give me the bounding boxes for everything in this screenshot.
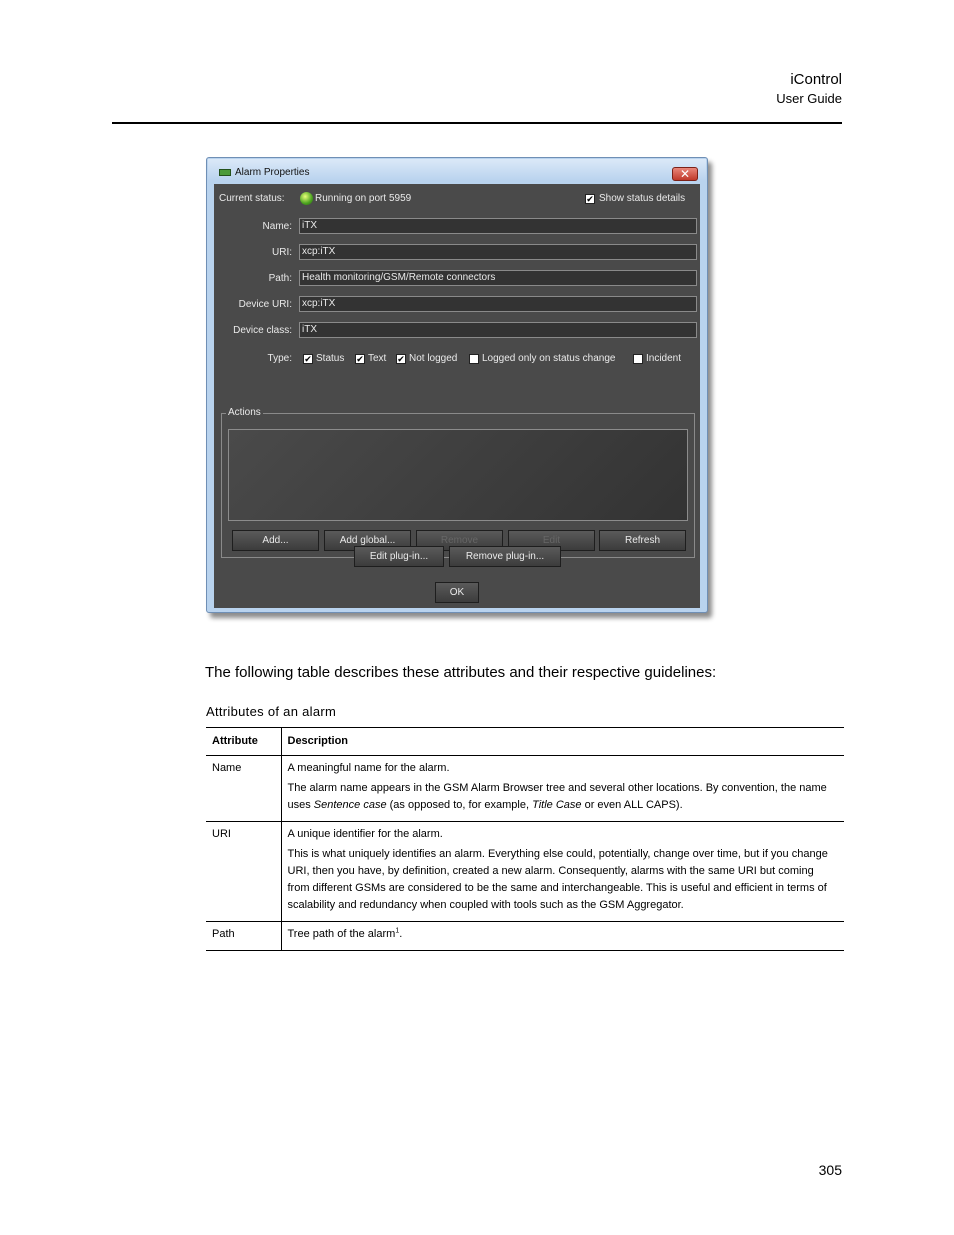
type-incident-checkbox[interactable] [633, 354, 643, 364]
header-attribute: Attribute [206, 728, 281, 756]
add-global-action-button[interactable]: Add global... [324, 530, 411, 551]
actions-legend: Actions [228, 407, 261, 418]
table-row [206, 922, 844, 951]
dialog-title: Alarm Properties [235, 167, 310, 178]
type-incident-label: Incident [646, 353, 682, 364]
type-not-logged-checkbox[interactable]: ✔ [397, 354, 405, 364]
refresh-button[interactable]: Refresh [599, 530, 686, 551]
name-label: Name: [262, 221, 292, 232]
close-button[interactable]: ✕ [672, 167, 698, 181]
row-description [281, 922, 844, 951]
type-logged-on-change-checkbox[interactable] [469, 354, 479, 364]
description-summary: A meaningful name for the alarm. [287, 762, 450, 774]
window-app-icon [219, 169, 231, 176]
header-description: Description [281, 728, 844, 756]
row-attribute: URI [206, 822, 281, 922]
dialog-client-area [214, 184, 700, 608]
ok-button[interactable]: OK [435, 582, 479, 603]
type-status-checkbox[interactable]: ✔ [304, 354, 312, 364]
description-summary: Tree path of the alarm$^1$. [287, 927, 403, 940]
show-status-details-label: Show status details [599, 193, 686, 204]
show-status-details-checkbox[interactable]: ✔ [586, 194, 594, 204]
device-class-label: Device class: [233, 325, 292, 336]
header-guide: User Guide [776, 91, 842, 106]
edit-action-button[interactable]: Edit [508, 530, 595, 551]
description-detail: The alarm name appears in the GSM Alarm Browser tree and several other locations. By convention, the name uses Sentence case (as opposed to, for example, Title Case or even ALL CAPS). [287, 782, 827, 811]
type-text-label: Text [368, 353, 387, 364]
remove-plugin-button[interactable]: Remove plug-in... [449, 546, 561, 567]
uri-label: URI: [272, 247, 292, 258]
table-row [206, 756, 844, 822]
row-description [281, 756, 844, 822]
name-field[interactable]: iTX [299, 218, 697, 234]
uri-field[interactable]: xcp:iTX [299, 244, 697, 260]
current-status-label: Current status: [219, 193, 285, 204]
table-row [206, 822, 844, 922]
device-class-field[interactable]: iTX [299, 322, 697, 338]
table-header-row [206, 728, 844, 756]
add-action-button[interactable]: Add... [232, 530, 319, 551]
path-field[interactable]: Health monitoring/GSM/Remote connectors [299, 270, 697, 286]
header-rule [112, 122, 842, 124]
status-ok-icon [300, 192, 313, 205]
path-label: Path: [268, 273, 292, 284]
current-status-value: Running on port 5959 [315, 193, 412, 204]
type-label: Type: [267, 353, 292, 364]
actions-list[interactable] [228, 429, 688, 521]
type-not-logged-label: Not logged [409, 353, 458, 364]
attributes-table [206, 727, 844, 951]
alarm-properties-dialog [206, 157, 708, 613]
edit-plugin-button[interactable]: Edit plug-in... [354, 546, 444, 567]
remove-action-button[interactable]: Remove [416, 530, 503, 551]
intro-paragraph: The following table describes these attributes and their respective guidelines: [205, 664, 717, 681]
description-summary: A unique identifier for the alarm. [287, 828, 443, 840]
type-text-checkbox[interactable]: ✔ [356, 354, 364, 364]
running-header [776, 70, 842, 108]
header-product: iControl [790, 71, 842, 88]
row-description [281, 822, 844, 922]
row-attribute: Name [206, 756, 281, 822]
dialog-titlebar[interactable] [208, 159, 706, 181]
device-uri-label: Device URI: [238, 299, 292, 310]
page-number: 305 [818, 1162, 842, 1178]
type-status-label: Status [316, 353, 345, 364]
footnote-ref[interactable]: 1 [395, 927, 400, 935]
type-logged-on-change-label: Logged only on status change [482, 353, 616, 364]
actions-group [221, 407, 695, 558]
table-caption: Attributes of an alarm [206, 704, 337, 719]
description-detail: This is what uniquely identifies an alarm. Everything else could, potentially, change over time, but if you change URI, then you have, by definition, created a new alarm. Consequently, alarms with the same URI but coming from different GSMs are considered to be the same and interchangeable. This is useful and efficient in terms of scalability and redundancy when coupled with tools such as the GSM Aggregator. [287, 848, 828, 911]
device-uri-field[interactable]: xcp:iTX [299, 296, 697, 312]
row-attribute: Path [206, 922, 281, 951]
